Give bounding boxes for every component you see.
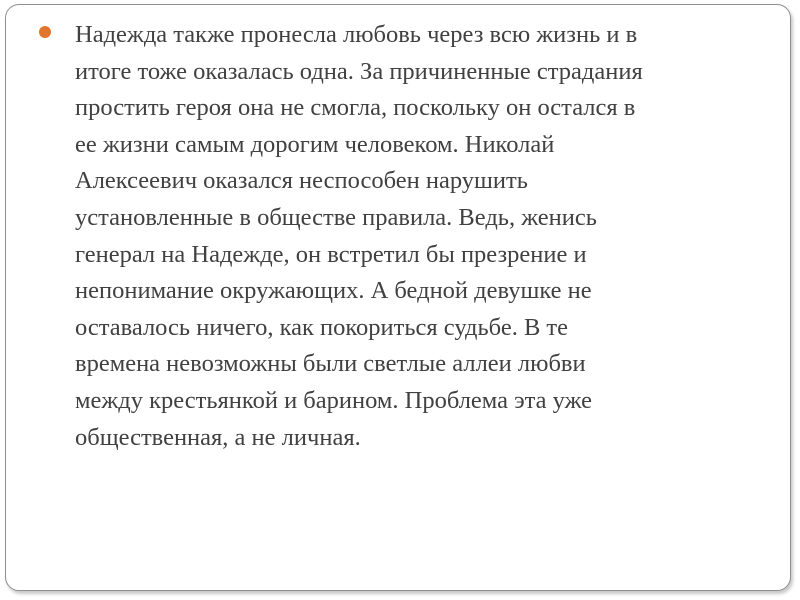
bullet-list-item [39, 17, 739, 456]
slide-frame [5, 4, 791, 591]
bullet-dot-icon [39, 26, 51, 38]
bullet-text: Надежда также пронесла любовь через всю жизнь и в итоге тоже оказалась одна. За причиненные страдания простить героя она не смогла, поскольку он остался в ее жизни самым дорогим человеком. Николай Алексеевич оказался неспособен нарушить установленные в обществе правила. Ведь, женись генерал на Надежде, он встретил бы презрение и непонимание окружающих. А бедной девушке не оставалось ничего, как покориться судьбе. В те времена невозможны были светлые аллеи любви между крестьянкой и барином. Проблема эта уже общественная, а не личная. [75, 21, 643, 451]
